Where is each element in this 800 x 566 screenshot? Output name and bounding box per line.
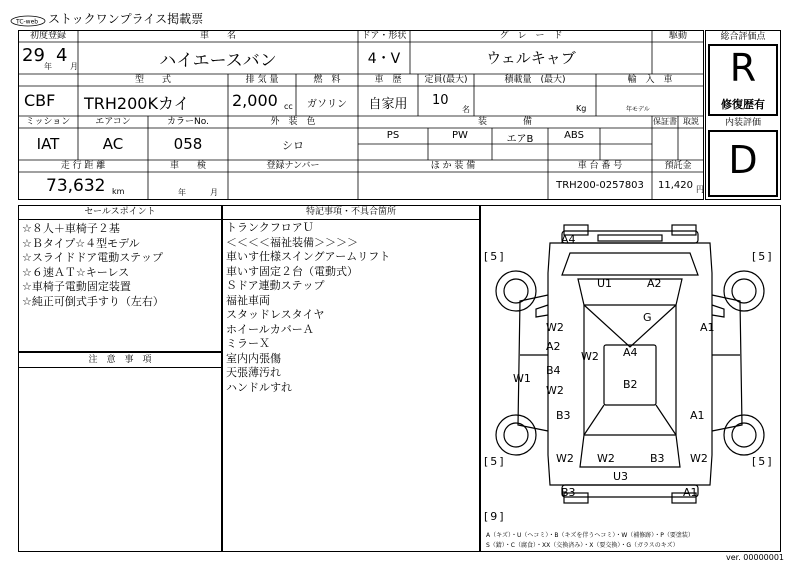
- inspection-year-unit: 年: [178, 188, 186, 197]
- damage-mark: W2: [556, 452, 574, 465]
- inspection-month-unit: 月: [210, 188, 218, 197]
- type-code: CBF: [24, 91, 56, 110]
- special-note-item: ハンドルすれ: [226, 380, 292, 394]
- damage-mark: W2: [690, 452, 708, 465]
- plate-label: 登録ナンバー: [266, 161, 320, 171]
- equip-ps: PS: [386, 130, 400, 141]
- mission: IAT: [36, 135, 60, 153]
- mileage-label: 走 行 距 離: [60, 161, 106, 171]
- chassis-number: TRH200-0257803: [556, 180, 644, 191]
- damage-mark: A2: [647, 277, 662, 290]
- damage-mark: B3: [556, 409, 571, 422]
- door-shape: 4・V: [367, 51, 401, 67]
- svg-text:TC-web: TC-web: [16, 18, 39, 26]
- interior-rating: D: [728, 138, 758, 182]
- displacement-label: 排 気 量: [245, 75, 279, 85]
- ext-color-label: 外 装 色: [270, 117, 316, 127]
- damage-mark: W1: [513, 372, 531, 385]
- history: 自家用: [368, 97, 408, 112]
- sales-point-item: ☆スライドドア電動ステップ: [22, 251, 163, 264]
- special-note-item: スタッドレスタイヤ: [226, 308, 325, 321]
- damage-mark: U1: [597, 277, 613, 290]
- month-unit: 月: [70, 62, 78, 71]
- other-equip-label: ほ か 装 備: [430, 161, 476, 171]
- sales-point-title: セールスポイント: [18, 205, 222, 220]
- interior-rating-label: 内装評価: [724, 118, 761, 128]
- bracket-rear-left: [5]: [484, 455, 506, 468]
- displacement-unit: cc: [284, 102, 293, 111]
- color-no-label: カラーNo.: [167, 117, 209, 127]
- deposit: 11,420: [658, 180, 693, 191]
- car-name: ハイエースバン: [159, 51, 277, 71]
- sales-point-item: ☆６速ＡＴ☆キーレス: [22, 265, 130, 279]
- special-note-item: トランクフロアＵ: [226, 221, 314, 234]
- equip-abs: ABS: [564, 130, 584, 141]
- damage-mark: A1: [690, 409, 705, 422]
- car-outline-diagram: [480, 205, 781, 525]
- damage-mark: A4: [561, 233, 576, 246]
- history-label: 車 歴: [374, 75, 402, 85]
- type-model: TRH200Kカイ: [84, 94, 190, 113]
- notes-box: [18, 352, 222, 552]
- damage-legend-line-1: A（キズ）・U（ヘコミ）・B（キズを伴うヘコミ）・W（補修跡）・P（要塗装）: [486, 532, 694, 539]
- damage-mark: A1: [683, 486, 698, 499]
- damage-mark: W2: [546, 384, 564, 397]
- special-notes-title: 特記事項・不具合箇所: [222, 205, 480, 220]
- ac-label: エアコン: [95, 117, 131, 127]
- warranty-label: 保証書: [653, 117, 677, 126]
- mileage-unit: km: [112, 187, 125, 196]
- repair-history-note: 修復歴有: [721, 98, 765, 111]
- sales-point-item: ☆８人＋車椅子２基: [22, 222, 120, 235]
- drive-label: 駆動: [668, 31, 687, 41]
- deposit-unit: 円: [696, 185, 704, 194]
- color-no: 058: [173, 135, 203, 153]
- special-note-item: ＜＜＜＜福祉装備＞＞＞＞: [226, 235, 358, 249]
- mileage: 73,632: [46, 176, 106, 196]
- displacement: 2,000: [232, 91, 278, 110]
- ac: AC: [102, 135, 124, 153]
- chassis-label: 車 台 番 号: [577, 161, 623, 171]
- manual-label: 取説: [683, 117, 699, 126]
- first-reg-label: 初度登録: [29, 31, 66, 41]
- overall-rating: R: [729, 46, 757, 90]
- version-label: ver. 00000001: [726, 553, 785, 562]
- grade-label: グ レ ー ド: [499, 31, 563, 41]
- equip-pw: PW: [452, 130, 468, 141]
- equip-label: 装 備: [477, 117, 532, 127]
- grade: ウェルキャブ: [486, 49, 576, 67]
- sales-point-item: ☆車椅子電動固定装置: [22, 280, 131, 293]
- damage-mark: W2: [546, 321, 564, 334]
- damage-mark: A2: [546, 340, 561, 353]
- car-name-label: 車 名: [199, 31, 236, 41]
- damage-mark: U3: [613, 470, 629, 483]
- sales-point-list: [22, 222, 164, 309]
- sales-point-item: ☆純正可倒式手すり（左右）: [22, 294, 164, 308]
- deposit-label: 預託金: [664, 161, 692, 171]
- bracket-front-right: [5]: [752, 250, 774, 263]
- damage-mark: W2: [597, 452, 615, 465]
- import-model-year-label: 年モデル: [626, 106, 650, 113]
- capacity: 10: [432, 93, 449, 108]
- damage-mark: A4: [623, 346, 638, 359]
- bracket-rear-right: [5]: [752, 455, 774, 468]
- bracket-bottom: [9]: [484, 510, 506, 523]
- type-label: 型 式: [134, 75, 171, 85]
- special-note-item: 車いす仕様スイングアームリフト: [226, 250, 391, 263]
- special-note-item: ミラーＸ: [226, 337, 270, 350]
- notes-title: 注 意 事 項: [18, 353, 222, 368]
- damage-mark: B4: [546, 364, 561, 377]
- load-unit: Kg: [576, 104, 587, 113]
- fuel-label: 燃 料: [313, 75, 341, 85]
- special-notes-list: [226, 221, 390, 395]
- door-label: ドア・形状: [361, 31, 407, 41]
- overall-rating-label: 総合評価点: [720, 32, 766, 42]
- special-note-item: 車いす固定２台（電動式）: [226, 264, 358, 278]
- damage-mark: W2: [581, 350, 599, 363]
- damage-mark: B2: [623, 378, 638, 391]
- mission-label: ミッション: [25, 117, 71, 127]
- capacity-label: 定員(最大): [424, 75, 468, 85]
- damage-mark: B3: [561, 486, 576, 499]
- special-note-item: Ｓドア連動ステップ: [226, 279, 325, 292]
- special-note-item: 室内内張傷: [226, 351, 281, 365]
- ext-color: シロ: [282, 139, 304, 152]
- equip-airbag: エアB: [506, 134, 534, 145]
- sales-point-item: ☆Ｂタイプ☆４型モデル: [22, 236, 140, 250]
- capacity-unit: 名: [462, 105, 470, 114]
- first-reg-year: 29: [22, 45, 45, 66]
- damage-mark: G: [643, 311, 652, 324]
- first-reg-month: 4: [56, 45, 68, 66]
- inspection-label: 車 検: [169, 161, 206, 171]
- bracket-front-left: [5]: [484, 250, 506, 263]
- damage-legend-line-2: S（錆）・C（腐食）・XX（交換済み）・X（要交換）・G（ガラスのキズ）: [486, 542, 679, 549]
- special-note-item: 福祉車両: [226, 293, 270, 307]
- load-label: 積載量 (最大): [504, 75, 566, 85]
- special-note-item: 天張薄汚れ: [226, 366, 281, 379]
- special-note-item: ホイールカバーＡ: [226, 322, 314, 336]
- damage-mark: A1: [700, 321, 715, 334]
- tc-web-logo: [10, 12, 46, 24]
- damage-mark: B3: [650, 452, 665, 465]
- fuel: ガソリン: [307, 99, 347, 110]
- import-label: 輸 入 車: [627, 75, 673, 85]
- page-title: ストックワンプライス掲載票: [48, 12, 204, 26]
- year-unit: 年: [44, 62, 52, 71]
